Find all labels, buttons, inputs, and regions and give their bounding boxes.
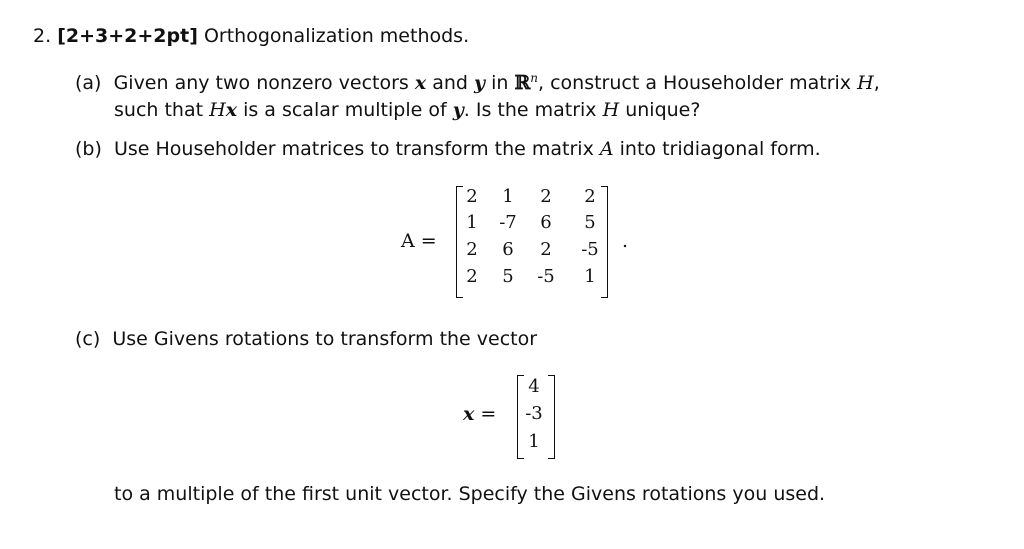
text: Use Givens rotations to transform the vector (112, 328, 538, 350)
vector-x-cell: 1 (528, 431, 540, 452)
math-H: H (857, 72, 874, 94)
matrix-a-cell: 1 (584, 266, 596, 287)
matrix-a-cell: 6 (540, 212, 552, 233)
text: Given any two nonzero vectors (113, 72, 409, 94)
part-a-line-1 (75, 71, 880, 95)
math-n: n (530, 71, 539, 85)
matrix-a-cell: 6 (502, 239, 514, 260)
text: . Is the matrix (463, 99, 597, 121)
matrix-a-cell: 1 (466, 212, 478, 233)
matrix-a-cell: -5 (537, 266, 555, 287)
math-H: H (602, 99, 620, 121)
part-c-line-1 (75, 327, 537, 351)
math-x: x (225, 99, 238, 121)
math-x: x (414, 72, 427, 94)
matrix-a-cell: 2 (466, 186, 478, 207)
matrix-a-cell: 2 (466, 239, 478, 260)
part-c-label: (c) (75, 328, 101, 350)
matrix-a-cell: -5 (581, 239, 599, 260)
text: , (873, 72, 880, 94)
text: and (432, 72, 468, 94)
math-A: A (599, 138, 614, 160)
text: in (491, 72, 509, 94)
matrix-a-cell: 5 (502, 266, 514, 287)
math-x: x (463, 403, 475, 425)
matrix-a-cell: 2 (584, 186, 596, 207)
matrix-a-cell: 2 (466, 266, 478, 287)
matrix-a-cell: 1 (502, 186, 514, 207)
text: unique? (625, 99, 701, 121)
matrix-a-cell: 5 (584, 212, 596, 233)
part-b-line (75, 137, 821, 161)
vector-x-cell: -3 (525, 403, 543, 424)
part-b-label: (b) (75, 138, 102, 160)
part-a-label: (a) (75, 72, 102, 94)
vector-x (520, 376, 550, 458)
text: such that (114, 99, 204, 121)
text: is a scalar multiple of (243, 99, 447, 121)
vector-x-cell: 4 (528, 376, 540, 397)
matrix-a-label: A = (401, 230, 437, 252)
equals-sign: = (480, 403, 497, 425)
matrix-a-period: . (622, 230, 629, 252)
math-H: H (209, 99, 226, 121)
problem-header (33, 24, 469, 48)
problem-title: Orthogonalization methods. (203, 25, 470, 47)
matrix-a (460, 186, 600, 296)
math-y: y (474, 72, 486, 94)
problem-points: [2+3+2+2pt] (57, 25, 198, 47)
matrix-a-cell: -7 (499, 212, 517, 233)
text: Use Householder matrices to transform the matrix (113, 138, 594, 160)
math-y: y (452, 99, 464, 121)
part-a-line-2 (114, 98, 700, 122)
part-c-line-2: to a multiple of the first unit vector. Specify the Givens rotations you used. (114, 483, 826, 505)
text: into tridiagonal form. (619, 138, 821, 160)
math-reals: ℝ (514, 72, 531, 94)
matrix-a-cell: 2 (540, 239, 552, 260)
text: , construct a Householder matrix (538, 72, 852, 94)
problem-number: 2. (33, 25, 52, 47)
matrix-a-cell: 2 (540, 186, 552, 207)
vector-x-label (463, 403, 496, 425)
